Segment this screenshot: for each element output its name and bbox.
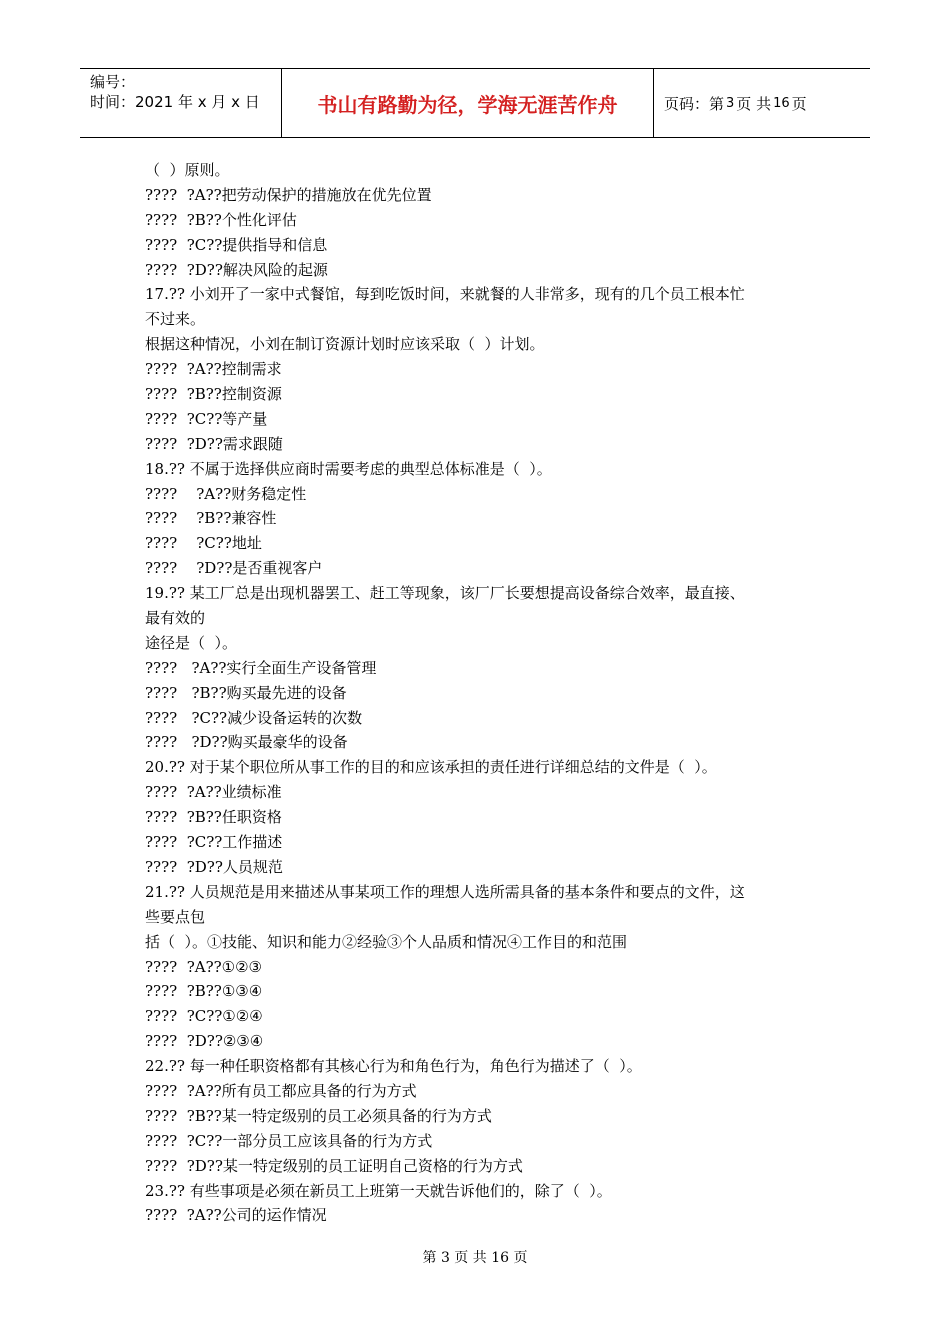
text-line: ???? ?D??购买最豪华的设备 (145, 733, 348, 752)
text-line: ???? ?D??②③④ (145, 1032, 264, 1051)
text-line: ???? ?D??解决风险的起源 (145, 260, 328, 279)
text-line: ???? ?B??任职资格 (145, 808, 282, 827)
text-line: 根据这种情况，小刘在制订资源计划时应该采取（ ）计划。 (145, 335, 545, 354)
text-line: ???? ?C??①②④ (145, 1007, 263, 1026)
page-number: 3 (726, 95, 735, 111)
text-line: ???? ?A??实行全面生产设备管理 (145, 658, 377, 677)
page-mid: 页 共 (736, 94, 772, 113)
header-page-info (654, 69, 870, 137)
page-footer: 第 3 页 共 16 页 (422, 1250, 528, 1266)
page-suffix: 页 (791, 94, 807, 113)
text-line: ???? ?D??是否重视客户 (145, 559, 323, 578)
text-line: ???? ?D??人员规范 (145, 857, 283, 876)
text-line: ???? ?A??财务稳定性 (145, 484, 307, 503)
text-line: ???? ?D??需求跟随 (145, 434, 283, 453)
date-line: 时间：2021 年 x 月 x 日 (90, 93, 260, 111)
header-motto: 书山有路勤为径，学海无涯苦作舟 (282, 69, 654, 137)
page-prefix: 页码：第 (664, 94, 725, 113)
text-line: ???? ?C??地址 (145, 534, 262, 553)
text-line: 括（ ）。①技能、知识和能力②经验③个人品质和情况④工作目的和范围 (145, 932, 628, 951)
text-line: ???? ?C??等产量 (145, 409, 268, 428)
text-line: （ ）原则。 (145, 161, 230, 179)
text-line: 不过来。 (145, 310, 206, 329)
text-line: 18.?? 不属于选择供应商时需要考虑的典型总体标准是（ ）。 (145, 459, 552, 478)
text-line: ???? ?B??某一特定级别的员工必须具备的行为方式 (145, 1106, 492, 1125)
text-line: 17.?? 小刘开了一家中式餐馆，每到吃饭时间，来就餐的人非常多，现有的几个员工根本忙 (145, 285, 745, 304)
text-line: ???? ?C??工作描述 (145, 833, 283, 852)
text-line: ???? ?C??减少设备运转的次数 (145, 708, 363, 727)
text-line: 21.?? 人员规范是用来描述从事某项工作的理想人选所需具备的基本条件和要点的文件，这 (145, 882, 745, 901)
text-line: ???? ?C??提供指导和信息 (145, 235, 328, 254)
text-line: ???? ?A??①②③ (145, 957, 263, 976)
text-line: ???? ?B??购买最先进的设备 (145, 683, 347, 702)
text-line: ???? ?A??把劳动保护的措施放在优先位置 (145, 185, 432, 204)
document-body (145, 158, 815, 1228)
text-line: ???? ?B??①③④ (145, 982, 263, 1001)
text-line: ???? ?A??公司的运作情况 (145, 1206, 327, 1225)
text-line: 19.?? 某工厂总是出现机器罢工、赶工等现象，该厂厂长要想提高设备综合效率，最直接、 (145, 584, 745, 603)
text-line: ???? ?B??控制资源 (145, 385, 282, 404)
text-line: 最有效的 (145, 609, 206, 628)
page-total: 16 (773, 95, 790, 111)
serial-label: 编号： (90, 73, 136, 91)
text-line: ???? ?B??个性化评估 (145, 210, 297, 229)
text-line: ???? ?B??兼容性 (145, 509, 277, 528)
text-line: 20.?? 对于某个职位所从事工作的目的和应该承担的责任进行详细总结的文件是（ ）。 (145, 758, 717, 777)
text-line: ???? ?A??所有员工都应具备的行为方式 (145, 1081, 417, 1100)
text-line: 些要点包 (145, 907, 206, 926)
header-meta (80, 69, 282, 137)
page-header (80, 68, 870, 138)
text-line: ???? ?D??某一特定级别的员工证明自己资格的行为方式 (145, 1156, 523, 1175)
text-line: ???? ?C??一部分员工应该具备的行为方式 (145, 1131, 433, 1150)
text-line: ???? ?A??业绩标准 (145, 783, 282, 802)
text-line: 23.?? 有些事项是必须在新员工上班第一天就告诉他们的，除了（ ）。 (145, 1181, 612, 1200)
text-line: ???? ?A??控制需求 (145, 360, 282, 379)
text-line: 22.?? 每一种任职资格都有其核心行为和角色行为，角色行为描述了（ ）。 (145, 1057, 642, 1076)
text-line: 途径是（ ）。 (145, 633, 238, 652)
